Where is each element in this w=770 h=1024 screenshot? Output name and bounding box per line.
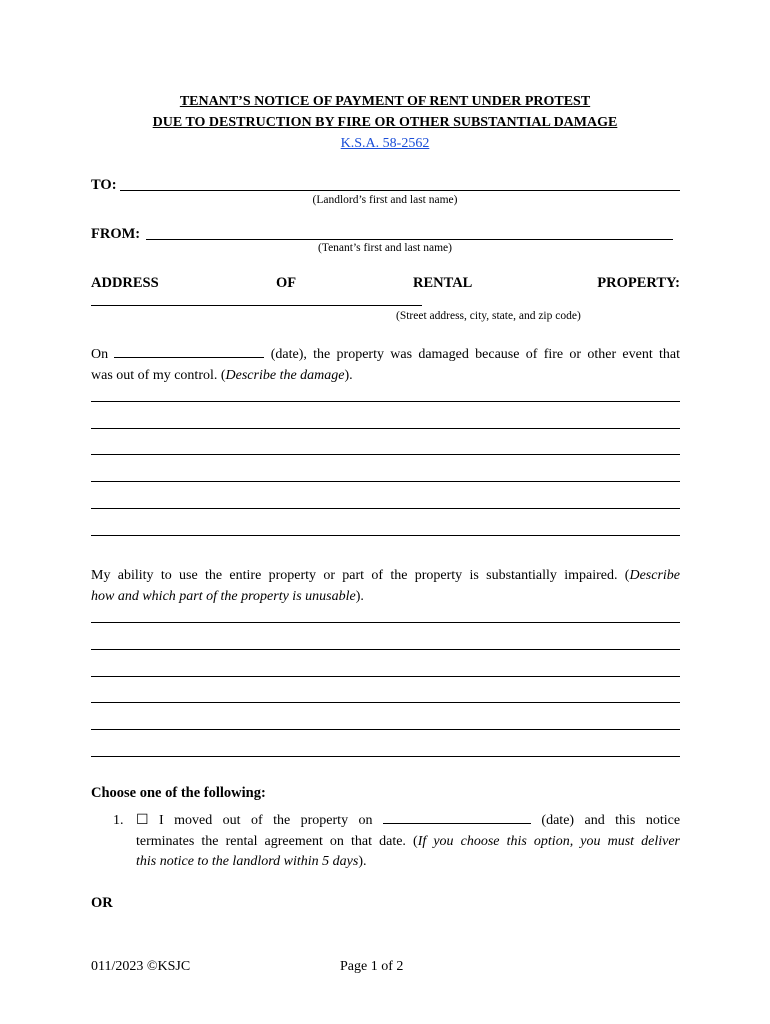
- impair-line-blank[interactable]: [91, 622, 680, 623]
- impair-line-2: how and which part of the property is unusable).: [91, 588, 364, 604]
- option-1-checkbox[interactable]: ☐: [136, 813, 149, 828]
- option-1-line-1: ☐ I moved out of the property on (date) and this notice: [136, 813, 681, 828]
- impair-line-blank[interactable]: [91, 649, 680, 650]
- from-row: [91, 225, 673, 243]
- option-1-line-2: terminates the rental agreement on that date. (If you choose this option, you must deliver: [136, 833, 680, 849]
- footer-code: 011/2023 ©KSJC: [91, 959, 191, 974]
- from-blank[interactable]: [146, 239, 673, 240]
- statute-link[interactable]: K.S.A. 58-2562: [340, 136, 430, 151]
- impair-line-blank[interactable]: [91, 729, 680, 730]
- address-word-4: PROPERTY:: [597, 275, 680, 291]
- damage-line-blank[interactable]: [91, 428, 680, 429]
- or-label: OR: [91, 895, 113, 911]
- to-hint: (Landlord’s first and last name): [312, 194, 458, 206]
- damage-line-blank[interactable]: [91, 535, 680, 536]
- to-label: TO:: [91, 177, 117, 193]
- impair-paragraph: [91, 566, 680, 607]
- address-blank[interactable]: [91, 305, 422, 306]
- title-line-1: TENANT’S NOTICE OF PAYMENT OF RENT UNDER PROTEST: [179, 94, 591, 109]
- damage-date-blank[interactable]: [114, 345, 264, 358]
- damage-line-blank[interactable]: [91, 481, 680, 482]
- damage-line-blank[interactable]: [91, 454, 680, 455]
- address-hint: (Street address, city, state, and zip code): [396, 310, 581, 322]
- to-row: [91, 176, 680, 194]
- choose-heading: Choose one of the following:: [91, 785, 266, 801]
- damage-paragraph: [91, 345, 680, 386]
- from-hint: (Tenant’s first and last name): [318, 242, 452, 254]
- address-word-1: ADDRESS: [91, 275, 159, 291]
- damage-line-blank[interactable]: [91, 508, 680, 509]
- impair-line-blank[interactable]: [91, 702, 680, 703]
- to-blank[interactable]: [120, 190, 680, 191]
- damage-line-2: was out of my control. (Describe the damage).: [91, 367, 353, 383]
- impair-line-blank[interactable]: [91, 676, 680, 677]
- impair-line-blank[interactable]: [91, 756, 680, 757]
- page-number: Page 1 of 2: [340, 959, 404, 974]
- option-1-number: 1.: [113, 813, 124, 828]
- move-out-date-blank[interactable]: [383, 811, 531, 824]
- address-word-2: OF: [276, 275, 297, 291]
- damage-line-blank[interactable]: [91, 401, 680, 402]
- title-line-2: DUE TO DESTRUCTION BY FIRE OR OTHER SUBSTANTIAL DAMAGE: [152, 115, 618, 130]
- damage-line-1: On (date), the property was damaged because of fire or other event that: [91, 347, 681, 362]
- from-label: FROM:: [91, 226, 141, 242]
- option-1: [136, 811, 680, 873]
- option-1-line-3: this notice to the landlord within 5 days).: [136, 854, 367, 869]
- address-word-3: RENTAL: [413, 275, 473, 291]
- impair-line-1: My ability to use the entire property or part of the property is substantially impaired. (Describe: [91, 568, 680, 583]
